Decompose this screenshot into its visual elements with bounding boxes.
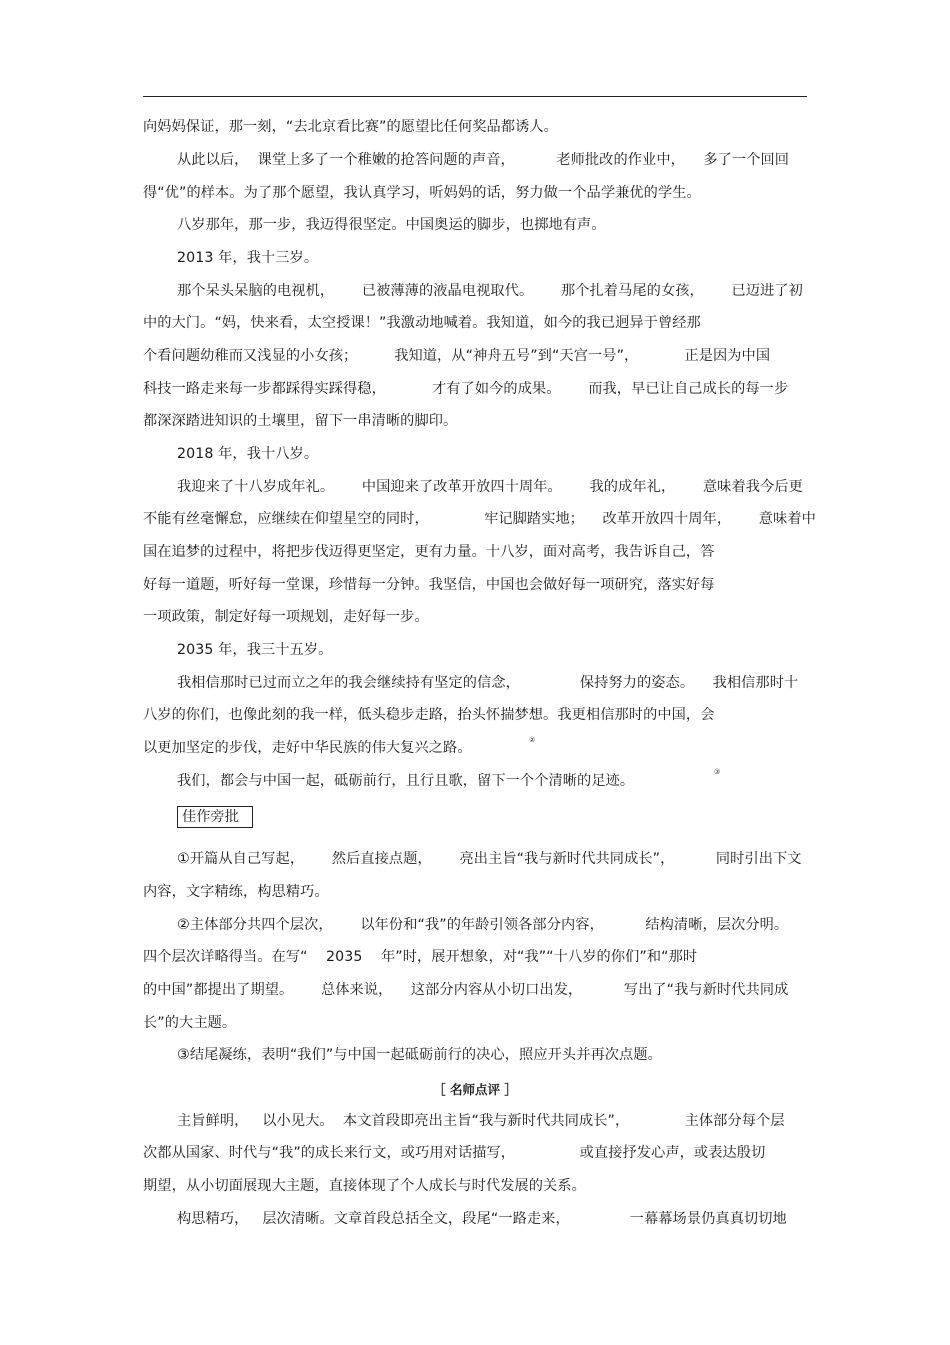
text-line: ①开篇从自己写起， 然后直接点题， 亮出主旨“我与新时代共同成长”， 同时引出下文 — [177, 851, 802, 867]
text-line: 都深深踏进知识的土壤里，留下一串清晰的脚印。 — [143, 413, 458, 429]
text-line: 2013 年，我十三岁。 — [177, 250, 319, 266]
text-line: 以更加坚定的步伐，走好中华民族的伟大复兴之路。 — [143, 740, 472, 756]
text-line: 内容，文字精练，构思精巧。 — [143, 884, 329, 900]
text-line: 次都从国家、时代与“我”的成长来行文，或巧用对话描写， 或直接抒发心声，或表达殷切 — [143, 1145, 766, 1161]
header-rule — [143, 96, 807, 97]
text-line: 八岁的你们，也像此刻的我一样，低头稳步走路，抬头怀揣梦想。我更相信那时的中国，会 — [143, 707, 715, 723]
text-line: 向妈妈保证，那一刻，“去北京看比赛”的愿望比任何奖品都诱人。 — [143, 119, 558, 135]
text-line: 我们，都会与中国一起，砥砺前行，且行且歌，留下一个个清晰的足迹。 — [177, 773, 635, 789]
section-title: ［ 名师点评 ］ — [433, 1082, 517, 1097]
text-line: 科技一路走来每一步都踩得实踩得稳， 才有了如今的成果。 而我，早已让自己成长的每一步 — [143, 381, 789, 397]
text-line: 不能有丝毫懈怠，应继续在仰望星空的同时， 牢记脚踏实地； 改革开放四十周年， 意味着中 — [143, 511, 816, 527]
text-line: 一项政策，制定好每一项规划，走好每一步。 — [143, 609, 429, 625]
text-line: 好每一道题，听好每一堂课，珍惜每一分钟。我坚信，中国也会做好每一项研究，落实好每 — [143, 577, 715, 593]
text-line: 2035 年，我三十五岁。 — [177, 642, 333, 658]
text-line: ③结尾凝练，表明“我们”与中国一起砥砺前行的决心，照应开头并再次点题。 — [177, 1047, 662, 1063]
text-line: 我相信那时已过而立之年的我会继续持有坚定的信念， 保持努力的姿态。 我相信那时十 — [177, 675, 799, 691]
text-line: 那个呆头呆脑的电视机， 已被薄薄的液晶电视取代。 那个扎着马尾的女孩， 已迈进了初 — [177, 283, 803, 299]
text-line: 构思精巧， 层次清晰。文章首段总括全文，段尾“一路走来， 一幕幕场景仍真真切切地 — [177, 1211, 787, 1227]
text-line: 的中国”都提出了期望。 总体来说， 这部分内容从小切口出发， 写出了“我与新时代共同成 — [143, 982, 789, 998]
footnote-marker: ② — [529, 736, 536, 744]
text-line: 2018 年，我十八岁。 — [177, 446, 319, 462]
footnote-marker: ③ — [714, 768, 721, 776]
text-line: 期望，从小切面展现大主题，直接体现了个人成长与时代发展的关系。 — [143, 1178, 586, 1194]
text-line: 四个层次详略得当。在写“ 2035 年”时，展开想象，对“我”“十八岁的你们”和“那时 — [143, 949, 698, 965]
text-line: 得“优”的样本。为了那个愿望，我认真学习，听妈妈的话，努力做一个品学兼优的学生。 — [143, 185, 701, 201]
commentary-box-label: 佳作旁批 — [177, 806, 253, 828]
text-line: 八岁那年，那一步，我迈得很坚定。中国奥运的脚步，也掷地有声。 — [177, 217, 606, 233]
text-line: 主旨鲜明， 以小见大。 本文首段即亮出主旨“我与新时代共同成长”， 主体部分每个层 — [177, 1113, 785, 1129]
text-line: ②主体部分共四个层次， 以年份和“我”的年龄引领各部分内容， 结构清晰，层次分明。 — [177, 917, 789, 933]
text-line: 我迎来了十八岁成年礼。 中国迎来了改革开放四十周年。 我的成年礼， 意味着我今后更 — [177, 479, 803, 495]
text-line: 中的大门。“妈，快来看，太空授课！”我激动地喊着。我知道，如今的我已迥异于曾经那 — [143, 315, 701, 331]
text-line: 个看问题幼稚而又浅显的小女孩； 我知道，从“神舟五号”到“天宫一号”， 正是因为中国 — [143, 348, 771, 364]
text-line: 长”的大主题。 — [143, 1015, 237, 1031]
text-line: 国在追梦的过程中，将把步伐迈得更坚定，更有力量。十八岁，面对高考，我告诉自己，答 — [143, 544, 715, 560]
text-line: 从此以后， 课堂上多了一个稚嫩的抢答问题的声音， 老师批改的作业中， 多了一个回回 — [177, 152, 790, 168]
